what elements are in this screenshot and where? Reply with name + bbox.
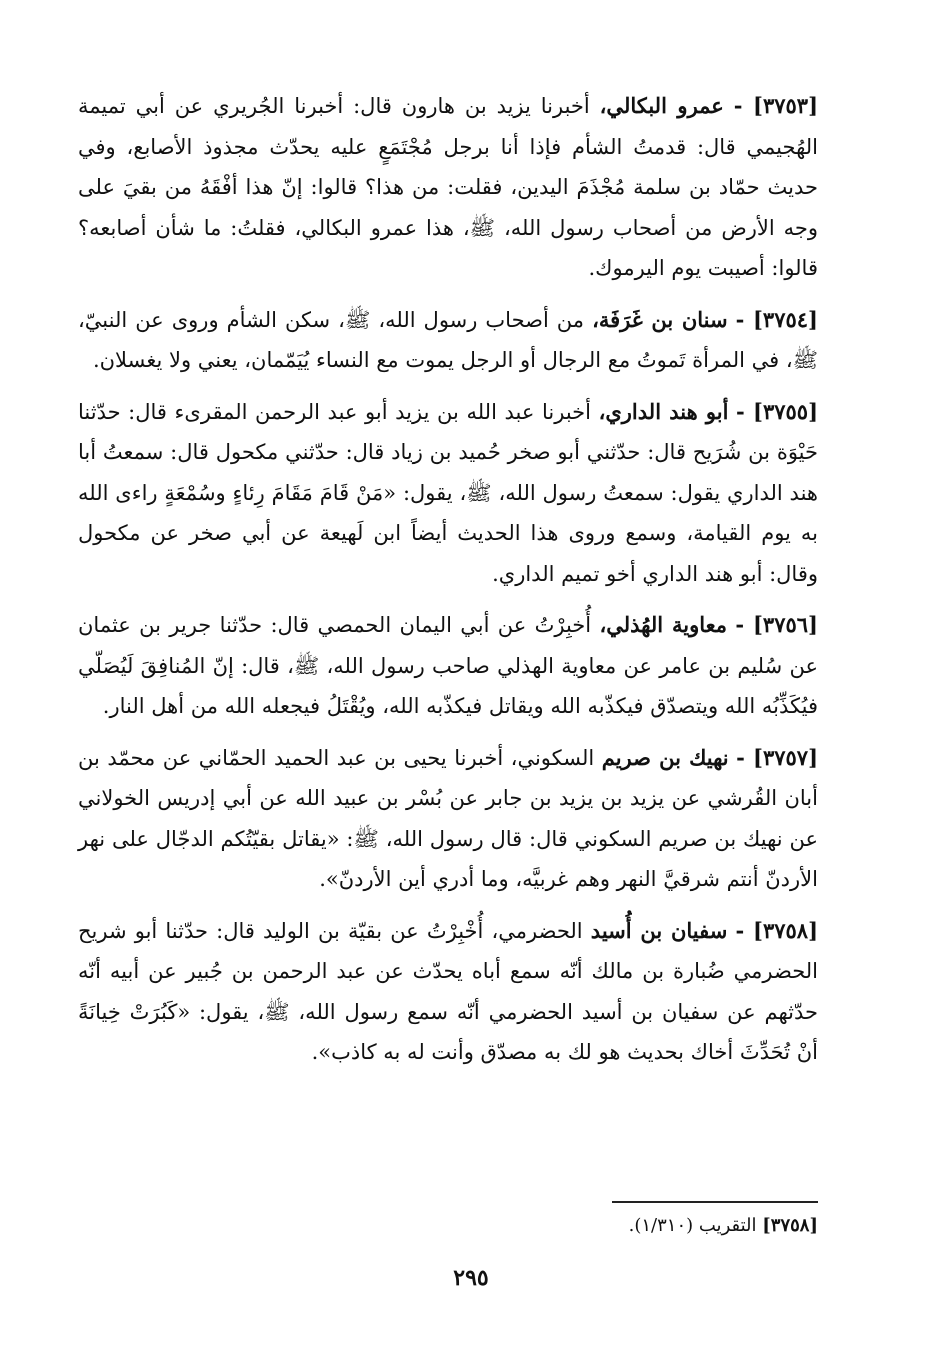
entry-name: سفيان بن أُسيد (590, 917, 728, 943)
entry-name: عمرو البكالي، (599, 93, 724, 118)
entry-3753 (78, 86, 818, 289)
entry-text: من أصحاب رسول الله، ﷺ، سكن الشأم وروى عن النبيّ، ﷺ، في المرأة تَموتُ مع الرجال أو الرجل يموت مع النساء يُيَمّمان، يعني ولا يغسلان. (78, 307, 818, 372)
footnote (629, 1213, 818, 1239)
entry-number: [٣٧٥٦] - (735, 612, 818, 637)
entry-name: أبو هند الداري، (598, 398, 729, 424)
entry-number: [٣٧٥٧] - (736, 744, 818, 770)
footnote-text: التقريب (١/٣١٠). (628, 1215, 757, 1236)
entry-text: الحضرمي، أُخْبِرْتُ عن بقيّة بن الوليد قال: حدّثنا أبو شريح الحضرمي ضُبارة بن مالك أنّه سمع أباه يحدّث عن عبد الرحمن بن جُبير عن أبيه أنّه حدّثهم عن سفيان بن أسيد الحضرمي أنّه سمع رسول الله، ﷺ، يقول: «كَبُرَتْ خِيانَةً أنْ تُحَدِّثَ أخاك بحديث هو لك به مصدّق وأنت له به كاذب». (78, 918, 818, 1064)
entry-number: [٣٧٥٣] - (733, 93, 818, 118)
entry-number: [٣٧٥٨] - (735, 917, 819, 943)
footnote-number: [٣٧٥٨] (762, 1215, 818, 1236)
entry-text: أخبرنا عبد الله بن يزيد أبو عبد الرحمن المقرىء قال: حدّثنا حَيْوَة بن شُرَيح قال: حدّثني أبو صخر حُميد بن زياد قال: حدّثني مكحول قال: سمعتُ أبا هند الداري يقول: سمعتُ رسول الله، ﷺ، يقول: «مَنْ قَامَ مَقَامَ رِئاءٍ وسُمْعَةٍ راءى الله به يوم القيامة، وسمع وروى هذا الحديث أيضاً ابن لَهيعة عن أبي صخر عن مكحول وقال: أبو هند الداري أخو تميم الداري. (78, 399, 818, 586)
entry-name: معاوية الهُذلي، (599, 612, 728, 637)
entry-number: [٣٧٥٥] - (736, 398, 818, 424)
entry-3756 (78, 605, 818, 727)
footnote-divider (612, 1201, 818, 1203)
entry-3757 (78, 738, 818, 900)
entry-3755 (78, 392, 818, 595)
entry-3758 (78, 911, 818, 1073)
entry-text: أخبرنا يزيد بن هارون قال: أخبرنا الجُريري عن أبي تميمة الهُجيمي قال: قدمتُ الشأم فإذا أنا برجل مُجْتَمَعٍ عليه يحدّث مجذوذ الأصابع، وفي حديث حمّاد بن سلمة مُجْذَمَ اليدين، فقلت: من هذا؟ قالوا: إنّ هذا أفْقَهُ من بقيَ على وجه الأرض من أصحاب رسول الله، ﷺ، هذا عمرو البكالي، فقلتُ: ما شأن أصابعه؟ قالوا: أصيبت يوم اليرموك. (78, 94, 818, 280)
entry-text: السكوني، أخبرنا يحيى بن عبد الحميد الحمّاني عن محمّد بن أبان القُرشي عن يزيد بن يزيد بن جابر عن بُسْر بن عبيد الله عن أبي إدريس الخولاني عن نهيك بن صريم السكوني قال: قال رسول الله، ﷺ: «يقاتل بقيّتُكم الدجّال على نهر الأردنّ أنتم شرقيَّ النهر وهم غربيَّه، وما أدري أين الأردنّ». (78, 745, 818, 891)
entry-name: نهيك بن صريم (601, 744, 729, 770)
page-body (78, 86, 818, 1084)
page-number: ٢٩٥ (453, 1265, 489, 1291)
entry-name: سنان بن غَرَفَة، (592, 306, 728, 332)
entry-3754 (78, 300, 818, 381)
entry-text: أُخبِرْتُ عن أبي اليمان الحمصي قال: حدّثنا جرير بن عثمان عن سُليم بن عامر عن معاوية الهذلي صاحب رسول الله، ﷺ، قال: إنّ المُنافِقَ لَيُصَلّي فيُكَذِّبُه الله ويتصدّق فيكذّبه الله ويقاتل فيكذّبه الله، ويُقْتَلُ فيجعله الله من أهل النار. (78, 613, 818, 718)
entry-number: [٣٧٥٤] - (735, 306, 818, 332)
